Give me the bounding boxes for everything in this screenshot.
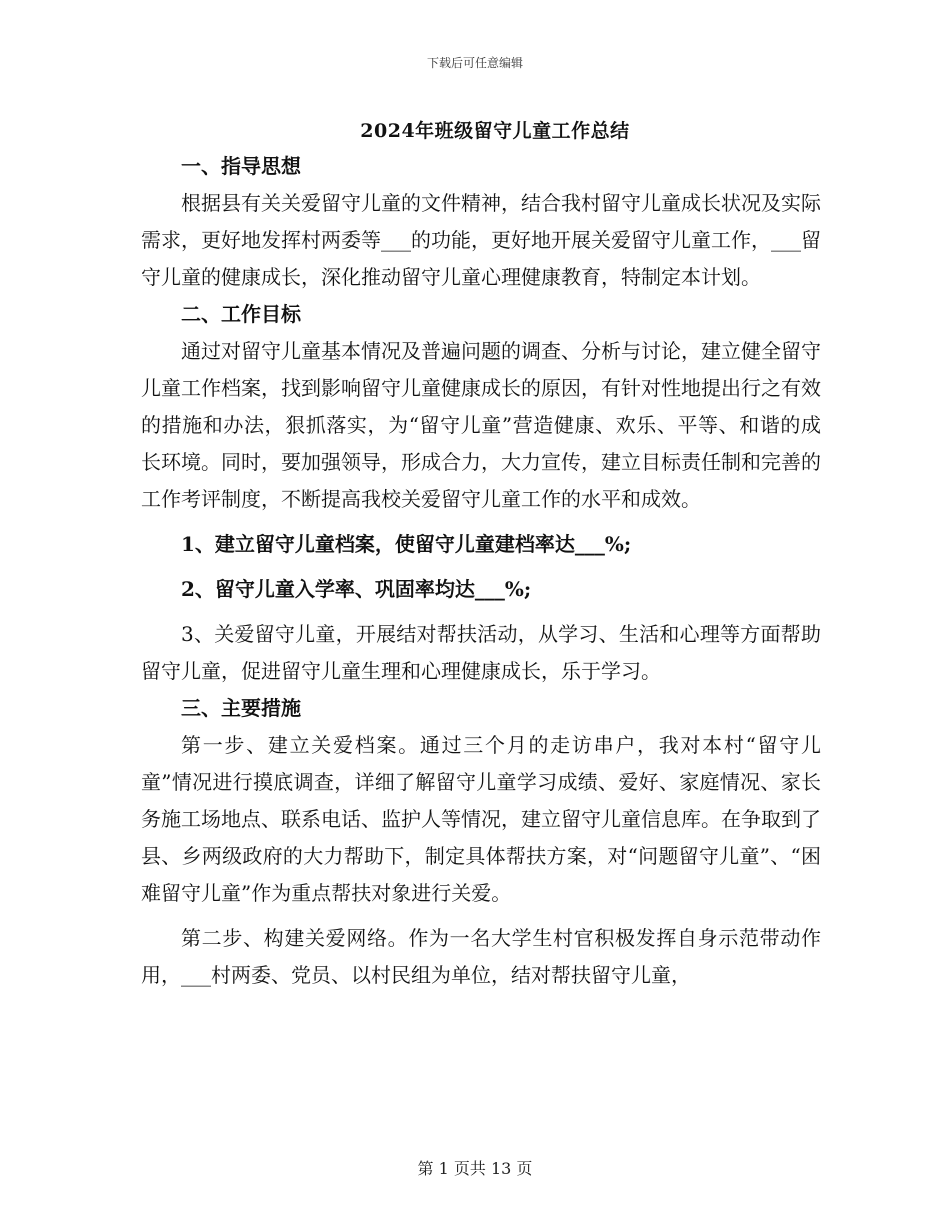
section-heading-main-measures: 三、主要措施	[181, 696, 301, 720]
paragraph-guiding-thought: 根据县有关关爱留守儿童的文件精神，结合我村留守儿童成长状况及实际需求，更好地发挥村两委等___的功能，更好地开展关爱留守儿童工作，___留守儿童的健康成长，深化推动留守儿童心理健康教育，特制定本计划。	[141, 191, 821, 289]
page-footer: 第 1 页共 13 页	[417, 1159, 533, 1178]
goal-item-3: 3、关爱留守儿童，开展结对帮扶活动，从学习、生活和心理等方面帮助留守儿童，促进留守儿童生理和心理健康成长，乐于学习。	[141, 622, 821, 683]
document-title: 2024年班级留守儿童工作总结	[360, 120, 630, 142]
paragraph-work-goals: 通过对留守儿童基本情况及普遍问题的调查、分析与讨论，建立健全留守儿童工作档案，找到影响留守儿童健康成长的原因，有针对性地提出行之有效的措施和办法，狠抓落实，为“留守儿童”营造健康、欢乐、平等、和谐的成长环境。同时，要加强领导，形成合力，大力宣传，建立目标责任制和完善的工作考评制度，不断提高我校关爱留守儿童工作的水平和成效。	[141, 339, 821, 511]
section-heading-work-goals: 二、工作目标	[181, 302, 301, 326]
document-body	[141, 148, 821, 994]
goal-item-2: 2、留守儿童入学率、巩固率均达___%;	[181, 577, 532, 601]
paragraph-measure-step-1: 第一步、建立关爱档案。通过三个月的走访串户，我对本村“留守儿童”情况进行摸底调查，详细了解留守儿童学习成绩、爱好、家庭情况、家长务施工场地点、联系电话、监护人等情况，建立留守儿童信息库。在争取到了县、乡两级政府的大力帮助下，制定具体帮扶方案，对“问题留守儿童”、“困难留守儿童”作为重点帮扶对象进行关爱。	[141, 733, 821, 905]
section-heading-guiding-thought: 一、指导思想	[181, 154, 301, 178]
header-note: 下载后可任意编辑	[426, 56, 523, 70]
paragraph-measure-step-2: 第二步、构建关爱网络。作为一名大学生村官积极发挥自身示范带动作用，___村两委、党员、以村民组为单位，结对帮扶留守儿童，	[141, 926, 821, 987]
goal-item-1: 1、建立留守儿童档案，使留守儿童建档率达___%;	[181, 532, 632, 556]
